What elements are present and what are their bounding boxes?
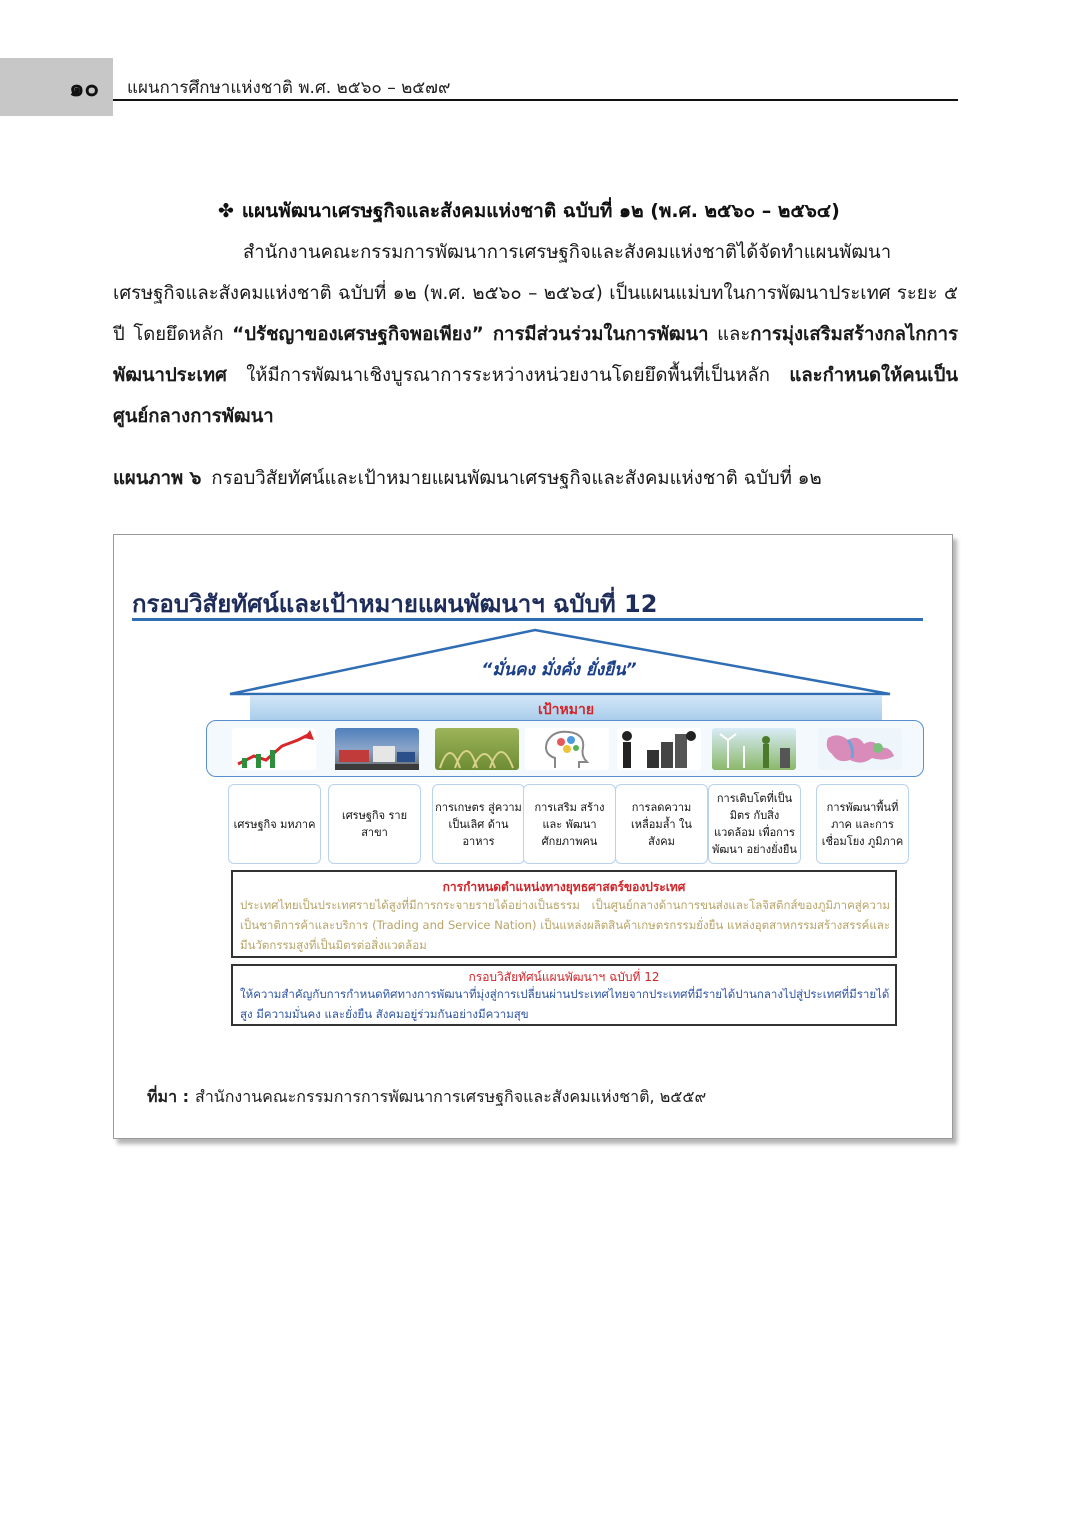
vision-title: กรอบวิสัยทัศน์แผนพัฒนาฯ ฉบับที่ 12	[468, 970, 660, 984]
bullet-icon: ✤	[218, 200, 234, 222]
section-heading-text: แผนพัฒนาเศรษฐกิจและสังคมแห่งชาติ ฉบับที่ ๑๒ (พ.ศ. ๒๕๖๐ – ๒๕๖๔)	[241, 200, 840, 222]
source-label: ที่มา :	[147, 1087, 190, 1106]
para-bold-2: การมุ่งเสริมสร้างกลไกการพัฒนาประเทศ	[113, 324, 958, 386]
motto-text: “มั่นคง มั่งคั่ง ยั่งยืน”	[481, 660, 637, 680]
para-bold-1: “ปรัชญาของเศรษฐกิจพอเพียง” การมีส่วนร่วมในการพัฒนา	[232, 324, 709, 345]
pillar-sector-economy: เศรษฐกิจ รายสาขา	[328, 784, 421, 864]
strategy-title: การกำหนดตำแหน่งทางยุทธศาสตร์ของประเทศ	[442, 880, 686, 894]
figure-caption	[113, 464, 822, 493]
header-rule	[113, 99, 958, 101]
people-equality-icon	[617, 728, 701, 770]
pillar-green-growth: การเติบโตที่เป็นมิตร กับสิ่งแวดล้อม เพื่อการพัฒนา อย่างยั่งยืน	[708, 784, 801, 864]
pillar-agriculture-food: การเกษตร สู่ความเป็นเลิศ ด้านอาหาร	[432, 784, 525, 864]
rice-field-icon	[435, 728, 519, 770]
section-heading	[218, 196, 840, 226]
para-text-1: สำนักงานคณะกรรมการพัฒนาการเศรษฐกิจและสังคมแห่งชาติได้จัดทำแผนพัฒนาเศรษฐกิจและสังคมแห่งชาติ ฉบับที่ ๑๒ (พ.ศ. ๒๕๖๐ – ๒๕๖๔) เป็นแผนแม่บทในการพัฒนาประเทศ ระยะ ๕ ปี โดยยึดหลัก	[113, 242, 958, 345]
human-brain-icon	[525, 728, 609, 770]
para-text-2: และ	[708, 324, 751, 345]
figure-caption-label: แผนภาพ ๖	[113, 468, 202, 489]
body-paragraph	[113, 232, 958, 437]
strategy-body: ประเทศไทยเป็นประเทศรายได้สูงที่มีการกระจายรายได้อย่างเป็นธรรม เป็นศูนย์กลางด้านการขนส่งและโลจิสติกส์ของภูมิภาคสู่ความเป็นชาติการค้าและบริการ (Trading and Service Nation) เป็นแหล่งผลิตสินค้าเกษตรกรรมยั่งยืน แหล่งอุตสาหกรรมสร้างสรรค์และมีนวัตกรรมสูงที่เป็นมิตรต่อสิ่งแวดล้อม	[240, 898, 890, 952]
pillar-regional-development: การพัฒนาพื้นที่ ภาค และการ เชื่อมโยง ภูมิภาค	[816, 784, 909, 864]
para-text-3: ให้มีการพัฒนาเชิงบูรณาการระหว่างหน่วยงานโดยยึดพื้นที่เป็นหลัก	[226, 365, 790, 386]
trade-transport-icon	[335, 728, 419, 770]
running-header-title: แผนการศึกษาแห่งชาติ พ.ศ. ๒๕๖๐ – ๒๕๗๙	[127, 78, 451, 98]
vision-body: ให้ความสำคัญกับการกำหนดทิศทางการพัฒนาที่มุ่งสู่การเปลี่ยนผ่านประเทศไทยจากประเทศที่มีรายได้ปานกลางไปสู่ประเทศที่มีรายได้สูง มีความมั่นคง และยั่งยืน สังคมอยู่ร่วมกันอย่างมีความสุข	[240, 987, 890, 1021]
figure-title-rule	[132, 618, 923, 621]
pillar-human-development: การเสริม สร้างและ พัฒนา ศักยภาพคน	[523, 784, 616, 864]
pillar-reduce-inequality: การลดความ เหลื่อมล้ำ ในสังคม	[615, 784, 708, 864]
figure-source	[147, 1085, 706, 1110]
regional-map-icon	[818, 728, 902, 770]
figure-title: กรอบวิสัยทัศน์และเป้าหมายแผนพัฒนาฯ ฉบับที่ 12	[132, 590, 658, 618]
para-bold-3: และกำหนดให้คนเป็นศูนย์กลางการพัฒนา	[113, 365, 958, 427]
page-number: ๑๐	[69, 73, 99, 102]
target-label: เป้าหมาย	[537, 702, 595, 718]
figure-caption-text: กรอบวิสัยทัศน์และเป้าหมายแผนพัฒนาเศรษฐกิจและสังคมแห่งชาติ ฉบับที่ ๑๒	[211, 468, 822, 489]
growth-chart-icon	[232, 728, 316, 770]
source-text: สำนักงานคณะกรรมการการพัฒนาการเศรษฐกิจและสังคมแห่งชาติ, ๒๕๕๙	[195, 1087, 707, 1106]
pillar-macro-economy: เศรษฐกิจ มหภาค	[228, 784, 321, 864]
green-energy-icon	[712, 728, 796, 770]
page-number-tab	[0, 58, 113, 116]
